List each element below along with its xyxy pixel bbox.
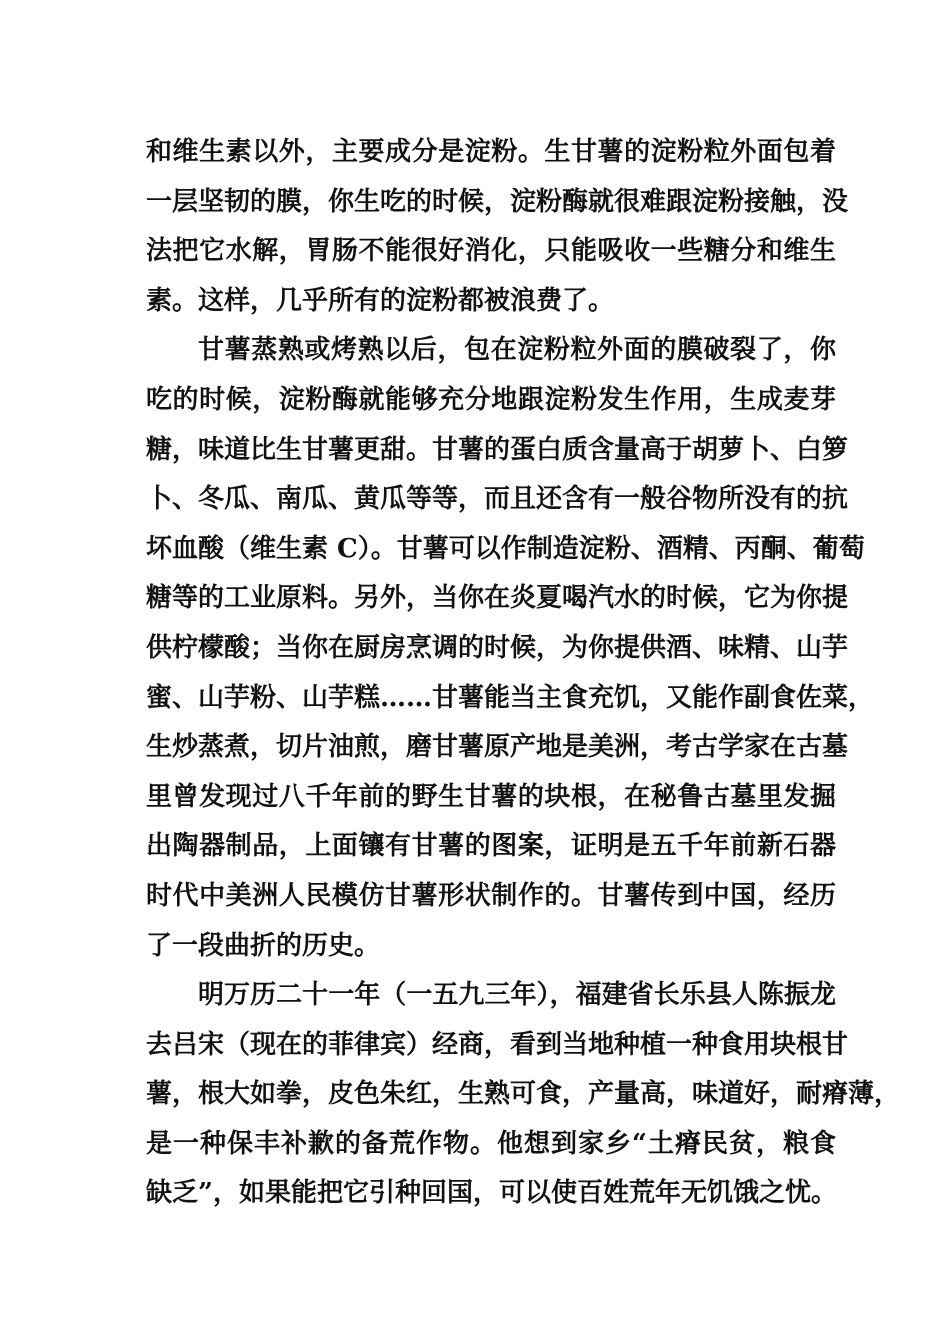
body-text (146, 128, 901, 1219)
paragraph-2-line-6: 糖等的工业原料。另外，当你在炎夏喝汽水的时候，它为你提 (146, 583, 849, 614)
paragraph-2-line-4: 卜、冬瓜、南瓜、黄瓜等等，而且还含有一般谷物所没有的抗 (146, 484, 849, 515)
paragraph-2-line-10: 里曾发现过八千年前的野生甘薯的块根，在秘鲁古墓里发掘 (146, 781, 836, 812)
paragraph-1-line-2: 一层坚韧的膜，你生吃的时候，淀粉酶就很难跟淀粉接触，没 (146, 186, 849, 217)
paragraph-3-line-4: 是一种保丰补歉的备荒作物。他想到家乡“土瘠民贫，粮食 (146, 1128, 836, 1159)
paragraph-3-line-1: 明万历二十一年（一五九三年），福建省长乐县人陈振龙 (198, 980, 836, 1011)
paragraph-2-line-7: 供柠檬酸；当你在厨房烹调的时候，为你提供酒、味精、山芋 (146, 632, 849, 663)
paragraph-3-line-2: 去吕宋（现在的菲律宾）经商，看到当地种植一种食用块根甘 (146, 1029, 849, 1060)
paragraph-3-line-5: 缺乏”，如果能把它引种回国，可以使百姓荒年无饥饿之忧。 (146, 1178, 837, 1209)
paragraph-2-line-2: 吃的时候，淀粉酶就能够充分地跟淀粉发生作用，生成麦芽 (146, 384, 836, 415)
paragraph-2-line-11: 出陶器制品，上面镶有甘薯的图案，证明是五千年前新石器 (146, 831, 836, 862)
paragraph-3-line-3: 薯，根大如拳，皮色朱红，生熟可食，产量高，味道好，耐瘠薄， (146, 1079, 901, 1110)
paragraph-2-line-13: 了一段曲折的历史。 (146, 930, 381, 961)
paragraph-1-line-4: 素。这样，几乎所有的淀粉都被浪费了。 (146, 285, 615, 316)
paragraph-2-line-5: 坏血酸（维生素 C）。甘薯可以作制造淀粉、酒精、丙酮、葡萄 (146, 533, 865, 564)
paragraph-1-line-3: 法把它水解，胃肠不能很好消化，只能吸收一些糖分和维生 (146, 236, 836, 267)
paragraph-2-line-1: 甘薯蒸熟或烤熟以后，包在淀粉粒外面的膜破裂了，你 (198, 335, 836, 366)
paragraph-2-line-9: 生炒蒸煮，切片油煎，磨甘薯原产地是美洲，考古学家在古墓 (146, 732, 849, 763)
paragraph-2-line-8: 蜜、山芋粉、山芋糕……甘薯能当主食充饥，又能作副食佐菜， (146, 682, 875, 713)
paragraph-2-line-12: 时代中美洲人民模仿甘薯形状制作的。甘薯传到中国，经历 (146, 880, 836, 911)
paragraph-2-line-3: 糖，味道比生甘薯更甜。甘薯的蛋白质含量高于胡萝卜、白箩 (146, 434, 849, 465)
paragraph-1-line-1: 和维生素以外，主要成分是淀粉。生甘薯的淀粉粒外面包着 (146, 137, 836, 167)
